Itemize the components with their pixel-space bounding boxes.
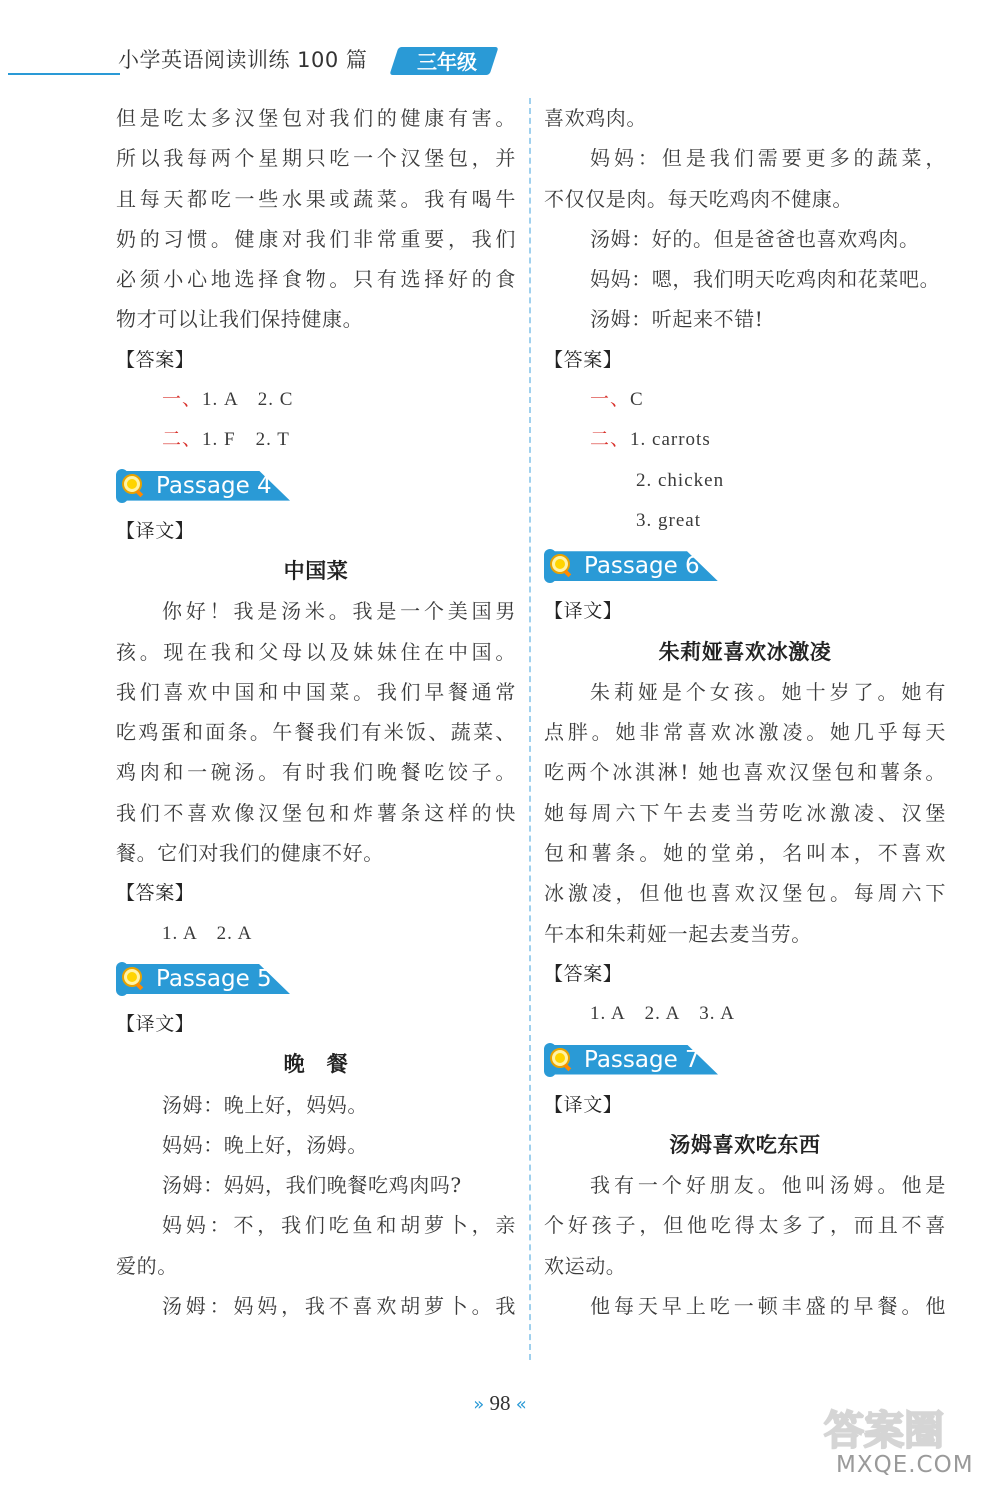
text-line: 午本和朱莉娅一起去麦当劳。 <box>544 921 812 946</box>
translation-label: 【译文】 <box>544 1093 623 1116</box>
chevron-right-icon: » <box>473 1394 485 1415</box>
answer-number: 二、 <box>162 429 203 451</box>
answer-text: 1. A 2. A <box>162 922 253 944</box>
answer-text: 1. carrots <box>630 429 711 451</box>
text-line: 妈妈：嗯，我们明天吃鸡肉和花菜吧。 <box>590 267 941 292</box>
text-line: 必须小心地选择食物。只有选择好的食 <box>116 267 516 292</box>
text-line: 物才可以让我们保持健康。 <box>116 307 364 332</box>
text-line: 所以我每两个星期只吃一个汉堡包，并 <box>116 146 516 171</box>
text-line: 餐。它们对我们的健康不好。 <box>116 841 384 866</box>
passage-heading: 晚 餐 <box>283 1051 349 1077</box>
passage-banner <box>116 461 516 511</box>
answer-row <box>116 420 516 460</box>
passage-heading: 汤姆喜欢吃东西 <box>669 1131 821 1157</box>
text-line: 不仅仅是肉。每天吃鸡肉不健康。 <box>544 186 853 211</box>
answer-text: C <box>630 389 644 411</box>
answer-label: 【答案】 <box>544 962 623 985</box>
text-line: 他每天早上吃一顿丰盛的早餐。他 <box>590 1294 946 1319</box>
text-line: 爱的。 <box>116 1253 178 1278</box>
answer-text: 2. chicken <box>636 469 725 491</box>
chevron-left-icon: « <box>515 1394 527 1415</box>
text-line: 妈妈：晚上好，汤姆。 <box>162 1132 368 1157</box>
text-line: 汤姆：听起来不错! <box>590 307 764 332</box>
text-line: 妈妈：但是我们需要更多的蔬菜， <box>590 146 946 171</box>
text-line: 包和薯条。她的堂弟，名叫本，不喜欢 <box>544 841 946 866</box>
text-line: 朱莉娅是个女孩。她十岁了。她有 <box>590 679 946 704</box>
answer-number: 一、 <box>162 389 203 411</box>
right-column <box>544 98 946 1326</box>
lightbulb-icon <box>120 473 146 499</box>
text-line: 汤姆：妈妈，我们晚餐吃鸡肉吗? <box>162 1173 462 1198</box>
answer-label: 【答案】 <box>116 882 195 905</box>
passage-banner <box>116 954 516 1004</box>
answer-row <box>544 380 946 420</box>
passage-title: Passage 6 <box>584 553 700 580</box>
text-line: 我有一个好朋友。他叫汤姆。他是 <box>590 1173 946 1198</box>
answer-text: 3. great <box>636 509 701 531</box>
lightbulb-icon <box>120 966 146 992</box>
text-line: 我们不喜欢像汉堡包和炸薯条这样的快 <box>116 800 516 825</box>
answer-text: 1. A 2. C <box>202 389 294 411</box>
translation-label: 【译文】 <box>116 1012 195 1035</box>
grade-label: 三年级 <box>417 50 477 74</box>
text-line: 冰激凌，但他也喜欢汉堡包。每周六下 <box>544 881 946 906</box>
passage-banner <box>544 541 946 591</box>
page-number: 98 <box>489 1391 511 1415</box>
text-line: 汤姆：好的。但是爸爸也喜欢鸡肉。 <box>590 226 920 251</box>
text-line: 她每周六下午去麦当劳吃冰激凌、汉堡 <box>544 800 946 825</box>
book-title: 小学英语阅读训练 100 篇 <box>118 48 368 72</box>
translation-label: 【译文】 <box>544 600 623 623</box>
left-column <box>116 98 516 1326</box>
passage-title: Passage 5 <box>156 965 272 992</box>
text-line: 但是吃太多汉堡包对我们的健康有害。 <box>116 106 516 130</box>
answer-number: 一、 <box>590 389 631 411</box>
text-line: 妈妈：不，我们吃鱼和胡萝卜，亲 <box>162 1213 516 1238</box>
text-line: 吃鸡蛋和面条。午餐我们有米饭、蔬菜、 <box>116 720 516 745</box>
answer-text: 1. F 2. T <box>202 429 290 451</box>
passage-title: Passage 4 <box>156 472 272 499</box>
watermark-logo-text: 答案圈 <box>824 1408 944 1454</box>
lightbulb-icon <box>548 1047 574 1073</box>
passage-heading: 中国菜 <box>283 557 349 583</box>
passage-heading: 朱莉娅喜欢冰激凌 <box>658 638 832 664</box>
watermark-domain: MXQE.COM <box>836 1452 974 1478</box>
text-line: 且每天都吃一些水果或蔬菜。我有喝牛 <box>116 186 516 211</box>
column-divider <box>529 98 531 1360</box>
header-rule <box>8 73 120 75</box>
text-line: 孩。现在我和父母以及妹妹住在中国。 <box>116 639 516 664</box>
answer-label: 【答案】 <box>116 348 195 371</box>
answer-row <box>116 380 516 420</box>
text-line: 你好！我是汤米。我是一个美国男 <box>162 599 516 624</box>
text-line: 我们喜欢中国和中国菜。我们早餐通常 <box>116 679 516 704</box>
lightbulb-icon <box>548 553 574 579</box>
text-line: 汤姆：妈妈，我不喜欢胡萝卜。我 <box>162 1294 516 1319</box>
text-line: 喜欢鸡肉。 <box>544 106 647 130</box>
page-header <box>0 0 1000 90</box>
text-line: 吃两个冰淇淋! 她也喜欢汉堡包和薯条。 <box>544 760 946 785</box>
text-line: 个好孩子，但他吃得太多了，而且不喜 <box>544 1213 946 1238</box>
text-line: 欢运动。 <box>544 1253 627 1278</box>
text-line: 鸡肉和一碗汤。有时我们晚餐吃饺子。 <box>116 760 516 785</box>
text-line: 汤姆：晚上好，妈妈。 <box>162 1092 368 1117</box>
translation-label: 【译文】 <box>116 519 195 542</box>
passage-title: Passage 7 <box>584 1046 700 1073</box>
answer-row <box>544 420 946 460</box>
answer-label: 【答案】 <box>544 348 623 371</box>
answer-number: 二、 <box>590 429 631 451</box>
passage-banner <box>544 1035 946 1085</box>
answer-text: 1. A 2. A 3. A <box>590 1003 735 1025</box>
text-line: 奶的习惯。健康对我们非常重要，我们 <box>116 226 516 251</box>
text-line: 点胖。她非常喜欢冰激凌。她几乎每天 <box>544 720 946 745</box>
